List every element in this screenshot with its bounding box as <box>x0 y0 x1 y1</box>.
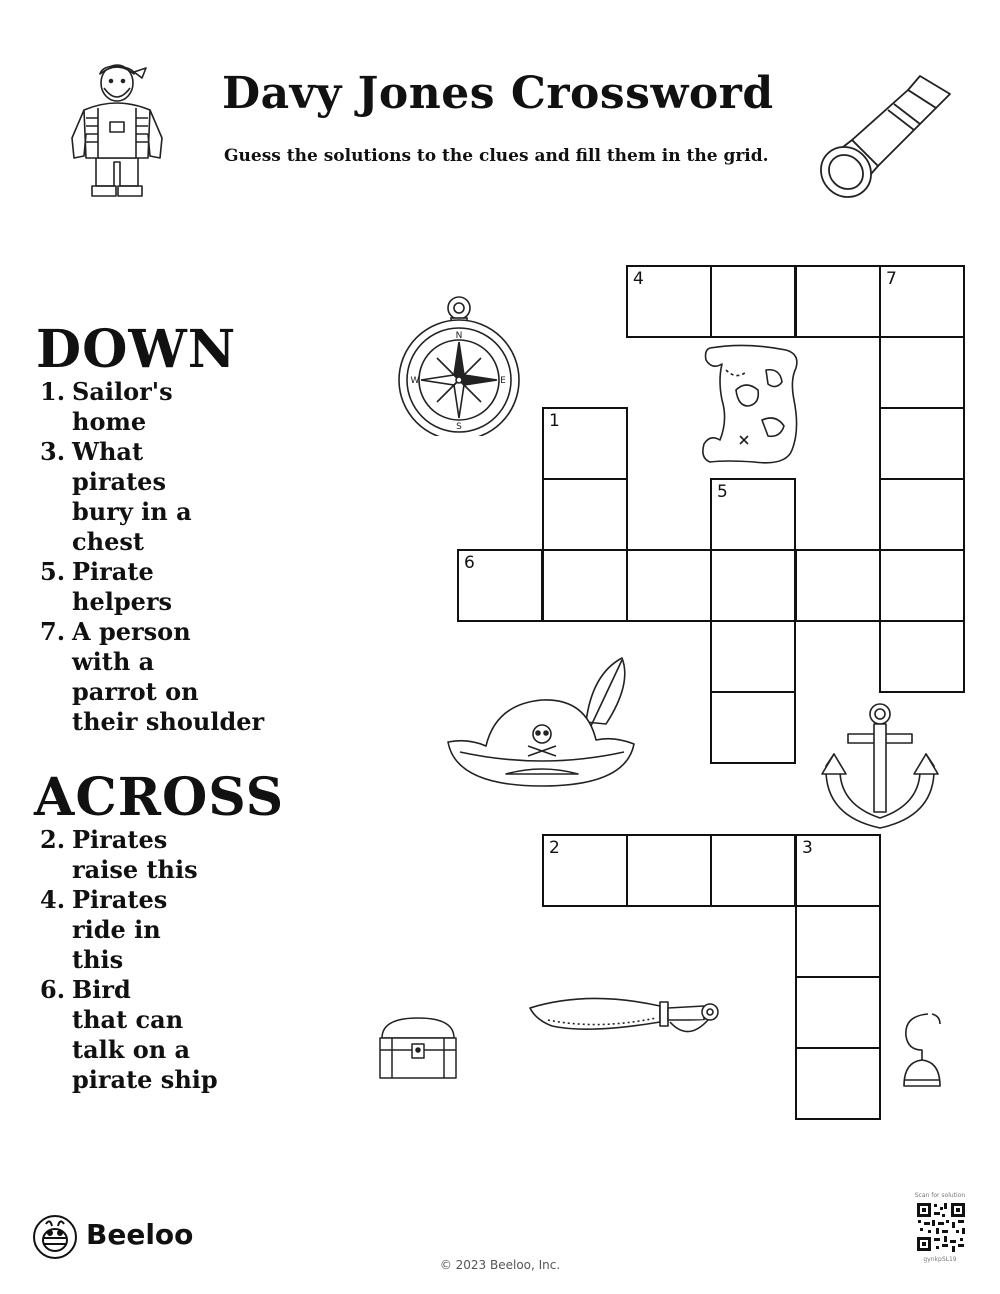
grid-cell[interactable] <box>795 1047 881 1120</box>
grid-cell[interactable] <box>795 976 881 1049</box>
grid-cell[interactable] <box>457 549 543 622</box>
grid-cell[interactable] <box>879 620 965 693</box>
copyright: © 2023 Beeloo, Inc. <box>439 1258 561 1272</box>
cell-number: 5 <box>717 482 728 502</box>
cell-number: 6 <box>464 553 475 573</box>
grid-cell[interactable] <box>879 478 965 551</box>
qr-code-label: gynkpSL19 <box>923 1256 957 1263</box>
clue-number: 4. <box>40 885 66 914</box>
svg-text:S: S <box>456 422 462 432</box>
clue-number: 5. <box>40 557 66 586</box>
grid-cell[interactable] <box>879 549 965 622</box>
across-heading: ACROSS <box>34 767 285 828</box>
clue-number: 3. <box>40 437 66 466</box>
qr-caption: Scan for solution <box>914 1192 966 1199</box>
clue-text: Bird that can talk on a pirate ship <box>72 975 218 1094</box>
grid-cell[interactable] <box>626 265 712 338</box>
svg-text:E: E <box>500 376 506 386</box>
grid-cell[interactable] <box>795 905 881 978</box>
grid-cell[interactable] <box>710 265 796 338</box>
across-clue-2 <box>40 825 218 885</box>
grid-cell[interactable] <box>542 834 628 907</box>
page-subtitle: Guess the solutions to the clues and fill them in the grid. <box>224 146 769 166</box>
pirate-hat-icon <box>446 654 636 788</box>
grid-cell[interactable] <box>710 620 796 693</box>
grid-cell[interactable] <box>795 834 881 907</box>
grid-cell[interactable] <box>542 478 628 551</box>
across-clue-list <box>40 825 218 1095</box>
across-clue-4 <box>40 885 218 975</box>
svg-text:W: W <box>410 376 420 386</box>
grid-cell[interactable] <box>879 407 965 480</box>
grid-cell[interactable] <box>710 478 796 551</box>
grid-cell[interactable] <box>542 549 628 622</box>
treasure-chest-icon <box>378 1016 458 1080</box>
clue-number: 7. <box>40 617 66 646</box>
grid-cell[interactable] <box>795 265 881 338</box>
down-clue-list <box>40 377 264 737</box>
down-clue-1 <box>40 377 264 437</box>
clue-text: Pirates raise this <box>72 825 198 884</box>
grid-cell[interactable] <box>626 834 712 907</box>
clue-number: 6. <box>40 975 66 1004</box>
spyglass-icon <box>808 64 958 200</box>
cell-number: 2 <box>549 838 560 858</box>
compass-icon <box>396 294 522 436</box>
clue-text: Pirates ride in this <box>72 885 168 974</box>
brand-name: Beeloo <box>86 1218 194 1251</box>
svg-text:N: N <box>455 331 463 341</box>
cell-number: 1 <box>549 411 560 431</box>
grid-cell[interactable] <box>710 691 796 764</box>
grid-cell[interactable] <box>542 407 628 480</box>
anchor-icon <box>818 700 944 832</box>
cell-number: 7 <box>886 269 897 289</box>
treasure-map-icon <box>696 340 808 470</box>
page-title: Davy Jones Crossword <box>222 68 774 119</box>
grid-cell[interactable] <box>626 549 712 622</box>
bee-logo-icon <box>32 1214 78 1260</box>
down-clue-3 <box>40 437 264 557</box>
down-heading: DOWN <box>36 319 237 380</box>
grid-cell[interactable] <box>710 834 796 907</box>
clue-text: Sailor's home <box>72 377 173 436</box>
hook-icon <box>896 1010 948 1090</box>
grid-cell[interactable] <box>879 336 965 409</box>
clue-text: Pirate helpers <box>72 557 173 616</box>
cell-number: 4 <box>633 269 644 289</box>
grid-cell[interactable] <box>795 549 881 622</box>
grid-cell[interactable] <box>879 265 965 338</box>
cell-number: 3 <box>802 838 813 858</box>
down-clue-5 <box>40 557 264 617</box>
sword-icon <box>528 990 722 1052</box>
qr-code-icon <box>916 1202 966 1252</box>
clue-number: 1. <box>40 377 66 406</box>
across-clue-6 <box>40 975 218 1095</box>
clue-number: 2. <box>40 825 66 854</box>
clue-text: A person with a parrot on their shoulder <box>72 617 265 736</box>
down-clue-7 <box>40 617 264 737</box>
grid-cell[interactable] <box>710 549 796 622</box>
clue-text: What pirates bury in a chest <box>72 437 192 556</box>
pirate-icon <box>62 58 172 198</box>
